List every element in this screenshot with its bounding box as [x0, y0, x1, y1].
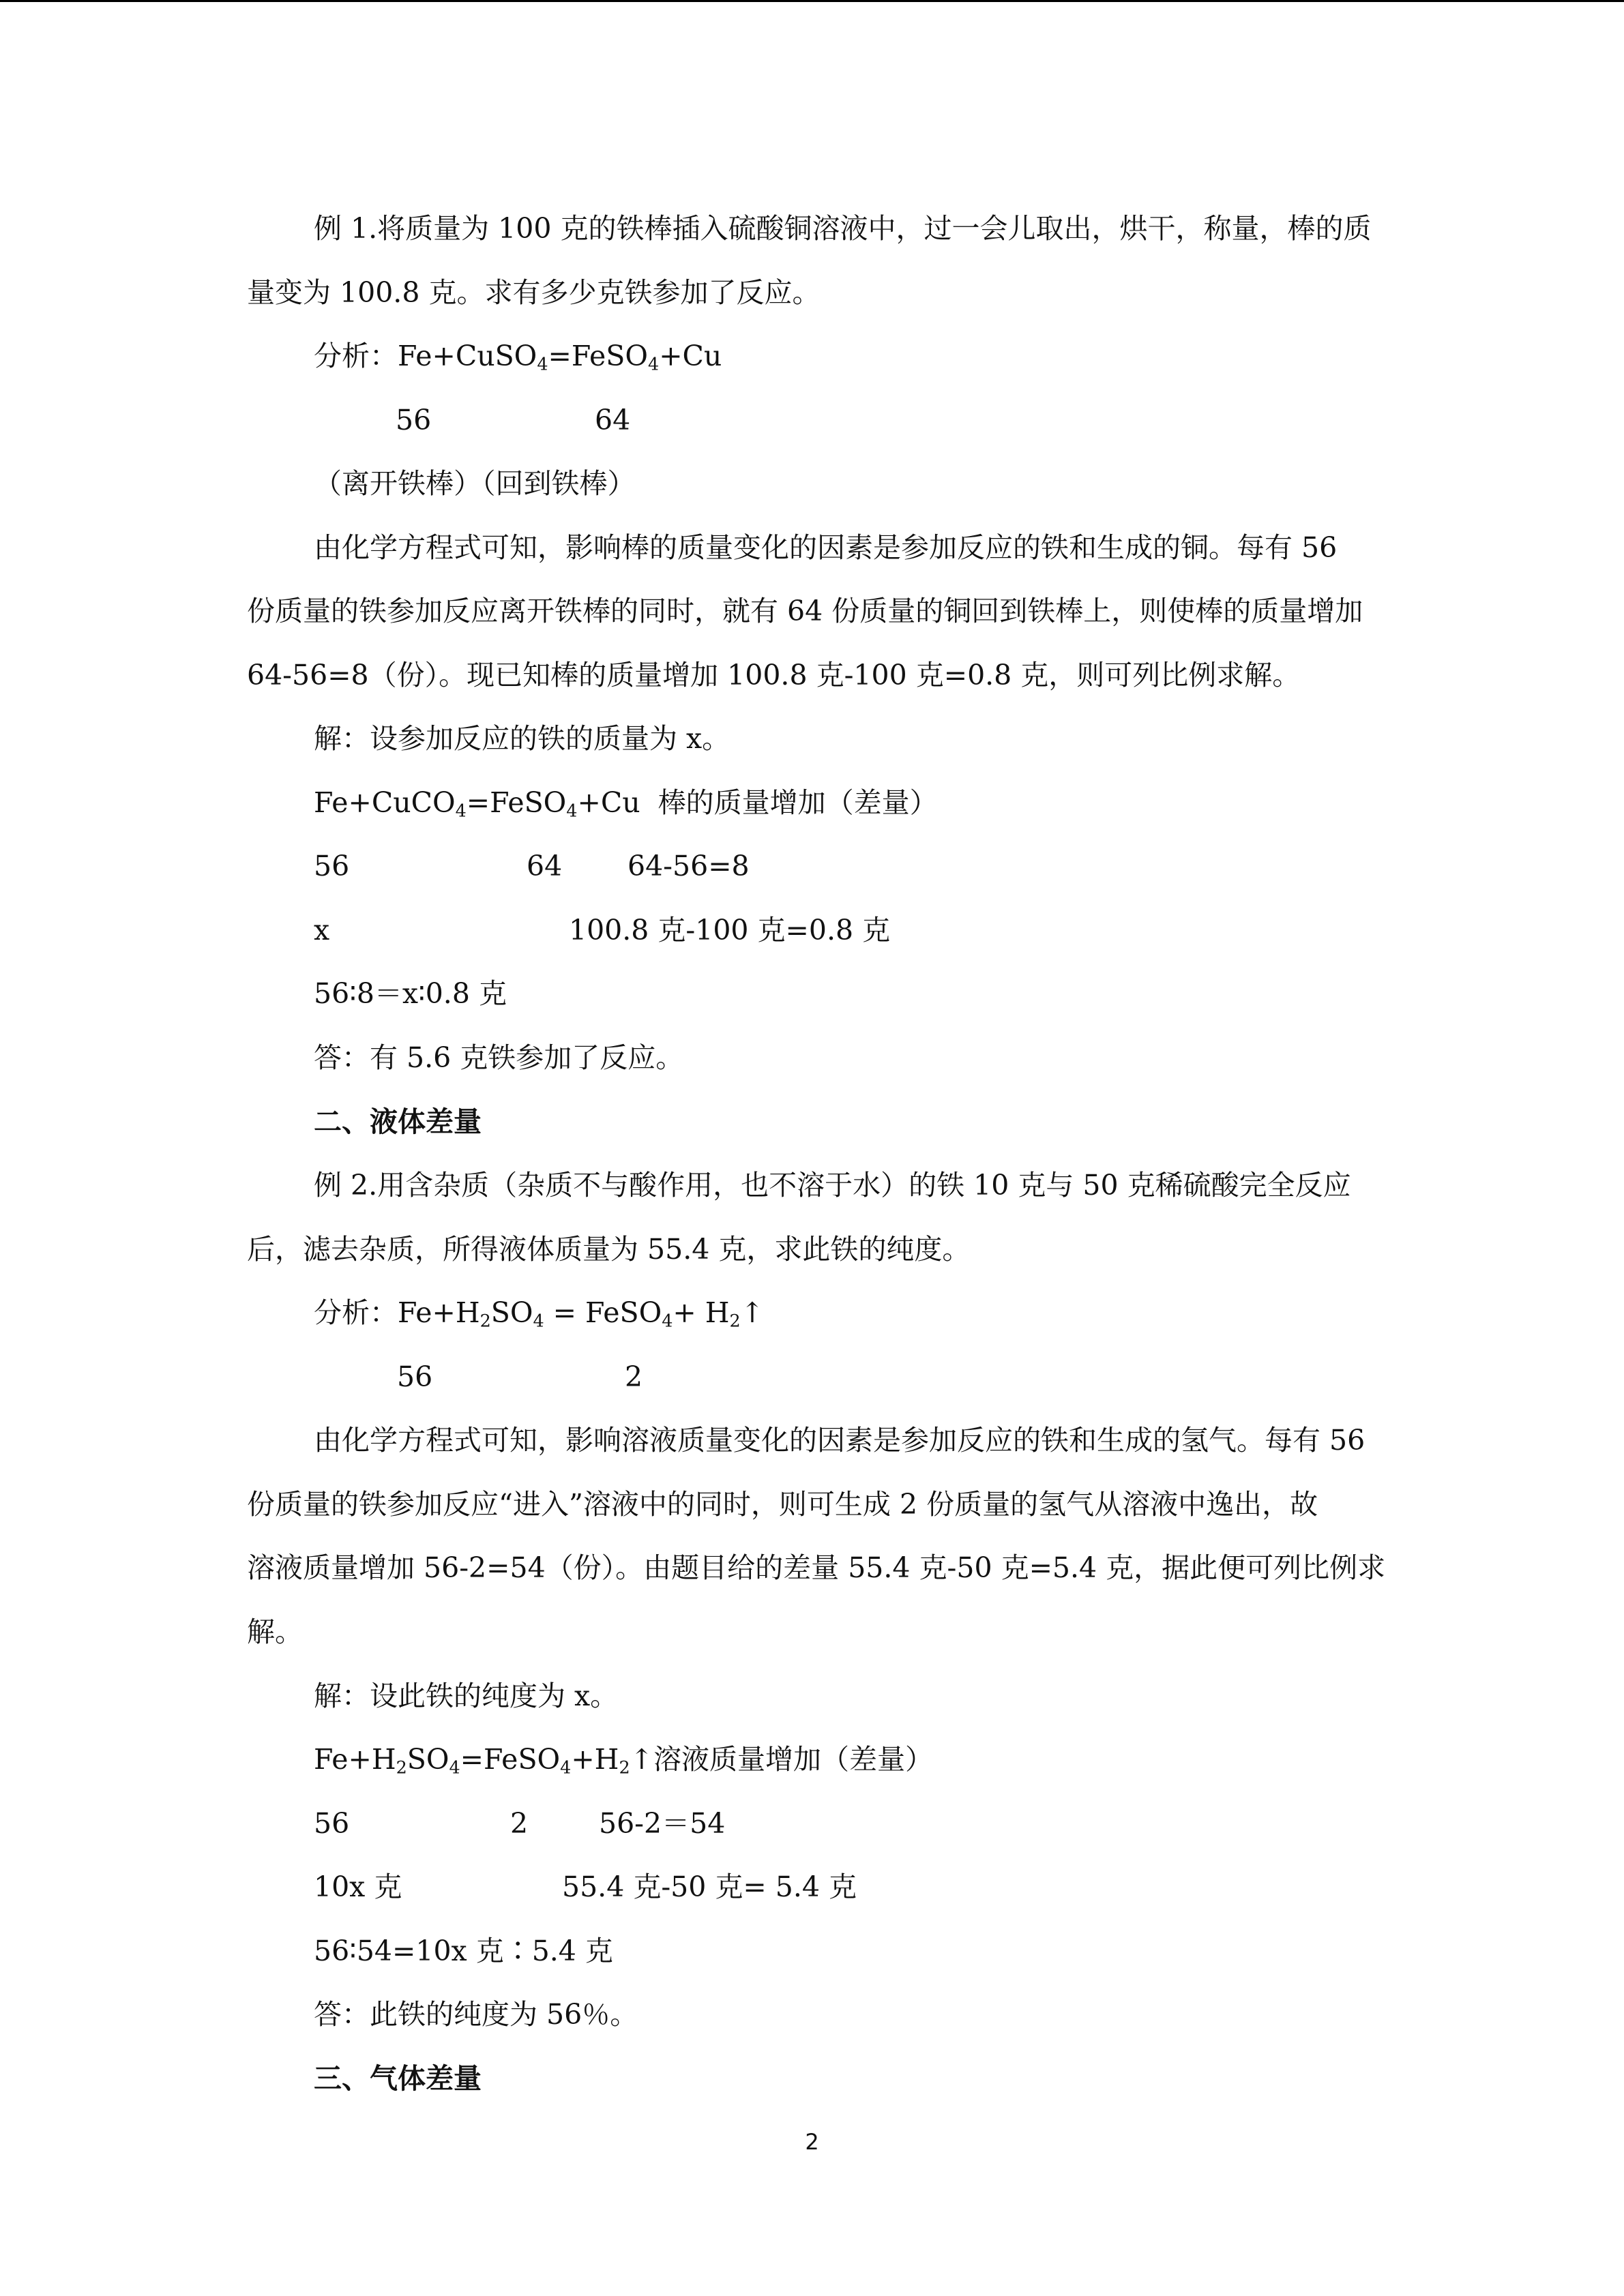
example1-mass-56: 56: [396, 404, 432, 436]
equation-part: = FeSO: [544, 1296, 662, 1329]
example2-mass-2: 2: [625, 1360, 643, 1393]
subscript: 2: [729, 1310, 741, 1331]
example2-explain-line4: 解。: [247, 1615, 303, 1648]
leave-label: （离开铁棒）: [314, 467, 482, 500]
subscript: 4: [533, 1310, 544, 1331]
example1-ratio: 56∶8＝x∶0.8 克: [314, 977, 507, 1010]
example1-direction-labels: [314, 464, 636, 503]
subscript: 4: [537, 353, 548, 374]
example2-solution-equation: [314, 1740, 933, 1778]
equation-part: + H: [673, 1296, 730, 1329]
example2-row2-diff: 55.4 克-50 克= 5.4 克: [562, 1870, 857, 1903]
equation-part: +H: [571, 1743, 619, 1776]
example1-row1-diff: 64-56=8: [628, 850, 750, 882]
subscript: 4: [662, 1310, 673, 1331]
analysis-label: 分析：: [314, 1296, 398, 1329]
return-label: （回到铁棒）: [482, 467, 636, 500]
example2-analysis-equation: [314, 1294, 764, 1332]
example1-row2-diff: 100.8 克-100 克=0.8 克: [569, 914, 891, 946]
equation-part: =FeSO: [548, 340, 649, 372]
equation-part: +Cu: [577, 786, 640, 819]
example2-row1-56: 56: [314, 1807, 350, 1840]
equation-part: Fe+CuCO: [314, 786, 456, 819]
equation-part: +Cu: [659, 340, 722, 372]
example1-row1-56: 56: [314, 850, 350, 882]
up-arrow-icon: ↑: [630, 1743, 653, 1776]
example2-explain-line1: 由化学方程式可知，影响溶液质量变化的因素是参加反应的铁和生成的氢气。每有 56: [314, 1424, 1365, 1457]
equation-part: =FeSO: [466, 786, 567, 819]
subscript: 4: [566, 800, 578, 821]
equation-part: =FeSO: [460, 1743, 561, 1776]
example1-problem-line1: 例 1.将质量为 100 克的铁棒插入硫酸铜溶液中，过一会儿取出，烘干，称量，棒的质: [314, 212, 1372, 245]
example1-explain-line2: 份质量的铁参加反应离开铁棒的同时，就有 64 份质量的铜回到铁棒上，则使棒的质量增加: [247, 595, 1363, 627]
example2-row1-2: 2: [510, 1807, 529, 1840]
subscript: 4: [648, 353, 660, 374]
equation-part: SO: [407, 1743, 449, 1776]
subscript: 4: [455, 800, 467, 821]
equation-note: 棒的质量增加（差量）: [658, 786, 938, 819]
subscript: 4: [560, 1757, 572, 1778]
example2-mass-56: 56: [397, 1360, 433, 1393]
subscript: 2: [619, 1757, 630, 1778]
example1-mass-64: 64: [595, 404, 631, 436]
subscript: 4: [449, 1757, 460, 1778]
page-number: 2: [805, 2129, 819, 2155]
equation-part: SO: [490, 1296, 533, 1329]
example2-row2-10x: 10x 克: [314, 1870, 402, 1903]
analysis-label: 分析：: [314, 340, 398, 372]
example1-answer: 答：有 5.6 克铁参加了反应。: [314, 1041, 684, 1074]
up-arrow-icon: ↑: [740, 1296, 765, 1329]
equation-part: Fe+CuSO: [398, 340, 537, 372]
example2-answer: 答：此铁的纯度为 56％。: [314, 1998, 638, 2031]
section2-heading: 二、液体差量: [314, 1105, 482, 1138]
subscript: 2: [479, 1310, 491, 1331]
example1-explain-line1: 由化学方程式可知，影响棒的质量变化的因素是参加反应的铁和生成的铜。每有 56: [314, 531, 1338, 564]
example1-analysis-equation: [314, 337, 722, 375]
example1-solution-intro: 解：设参加反应的铁的质量为 x。: [314, 722, 730, 755]
example2-problem-line2: 后，滤去杂质，所得液体质量为 55.4 克，求此铁的纯度。: [247, 1233, 971, 1266]
example1-explain-line3: 64-56=8（份）。现已知棒的质量增加 100.8 克-100 克=0.8 克，则可列比例求解。: [247, 659, 1301, 691]
section3-heading: 三、气体差量: [314, 2062, 482, 2095]
example2-explain-line2: 份质量的铁参加反应“进入”溶液中的同时，则可生成 2 份质量的氢气从溶液中逸出，故: [247, 1488, 1318, 1521]
equation-part: Fe+H: [314, 1743, 396, 1776]
equation-note: 溶液质量增加（差量）: [653, 1743, 933, 1776]
subscript: 2: [396, 1757, 407, 1778]
example1-row2-x: x: [314, 914, 330, 946]
example1-row1-64: 64: [527, 850, 563, 882]
example2-ratio: 56∶54=10x 克∶5.4 克: [314, 1935, 613, 1967]
example2-row1-diff: 56-2＝54: [599, 1807, 726, 1840]
example1-solution-equation: [314, 784, 938, 822]
example2-problem-line1: 例 2.用含杂质（杂质不与酸作用，也不溶于水）的铁 10 克与 50 克稀硫酸完全反应: [314, 1169, 1351, 1202]
example1-problem-line2: 量变为 100.8 克。求有多少克铁参加了反应。: [247, 276, 821, 309]
example2-explain-line3: 溶液质量增加 56-2=54（份）。由题目给的差量 55.4 克-50 克=5.4 克，据此便可列比例求: [247, 1551, 1386, 1584]
equation-part: Fe+H: [398, 1296, 480, 1329]
example2-solution-intro: 解：设此铁的纯度为 x。: [314, 1680, 619, 1712]
top-border: [0, 0, 1624, 2]
